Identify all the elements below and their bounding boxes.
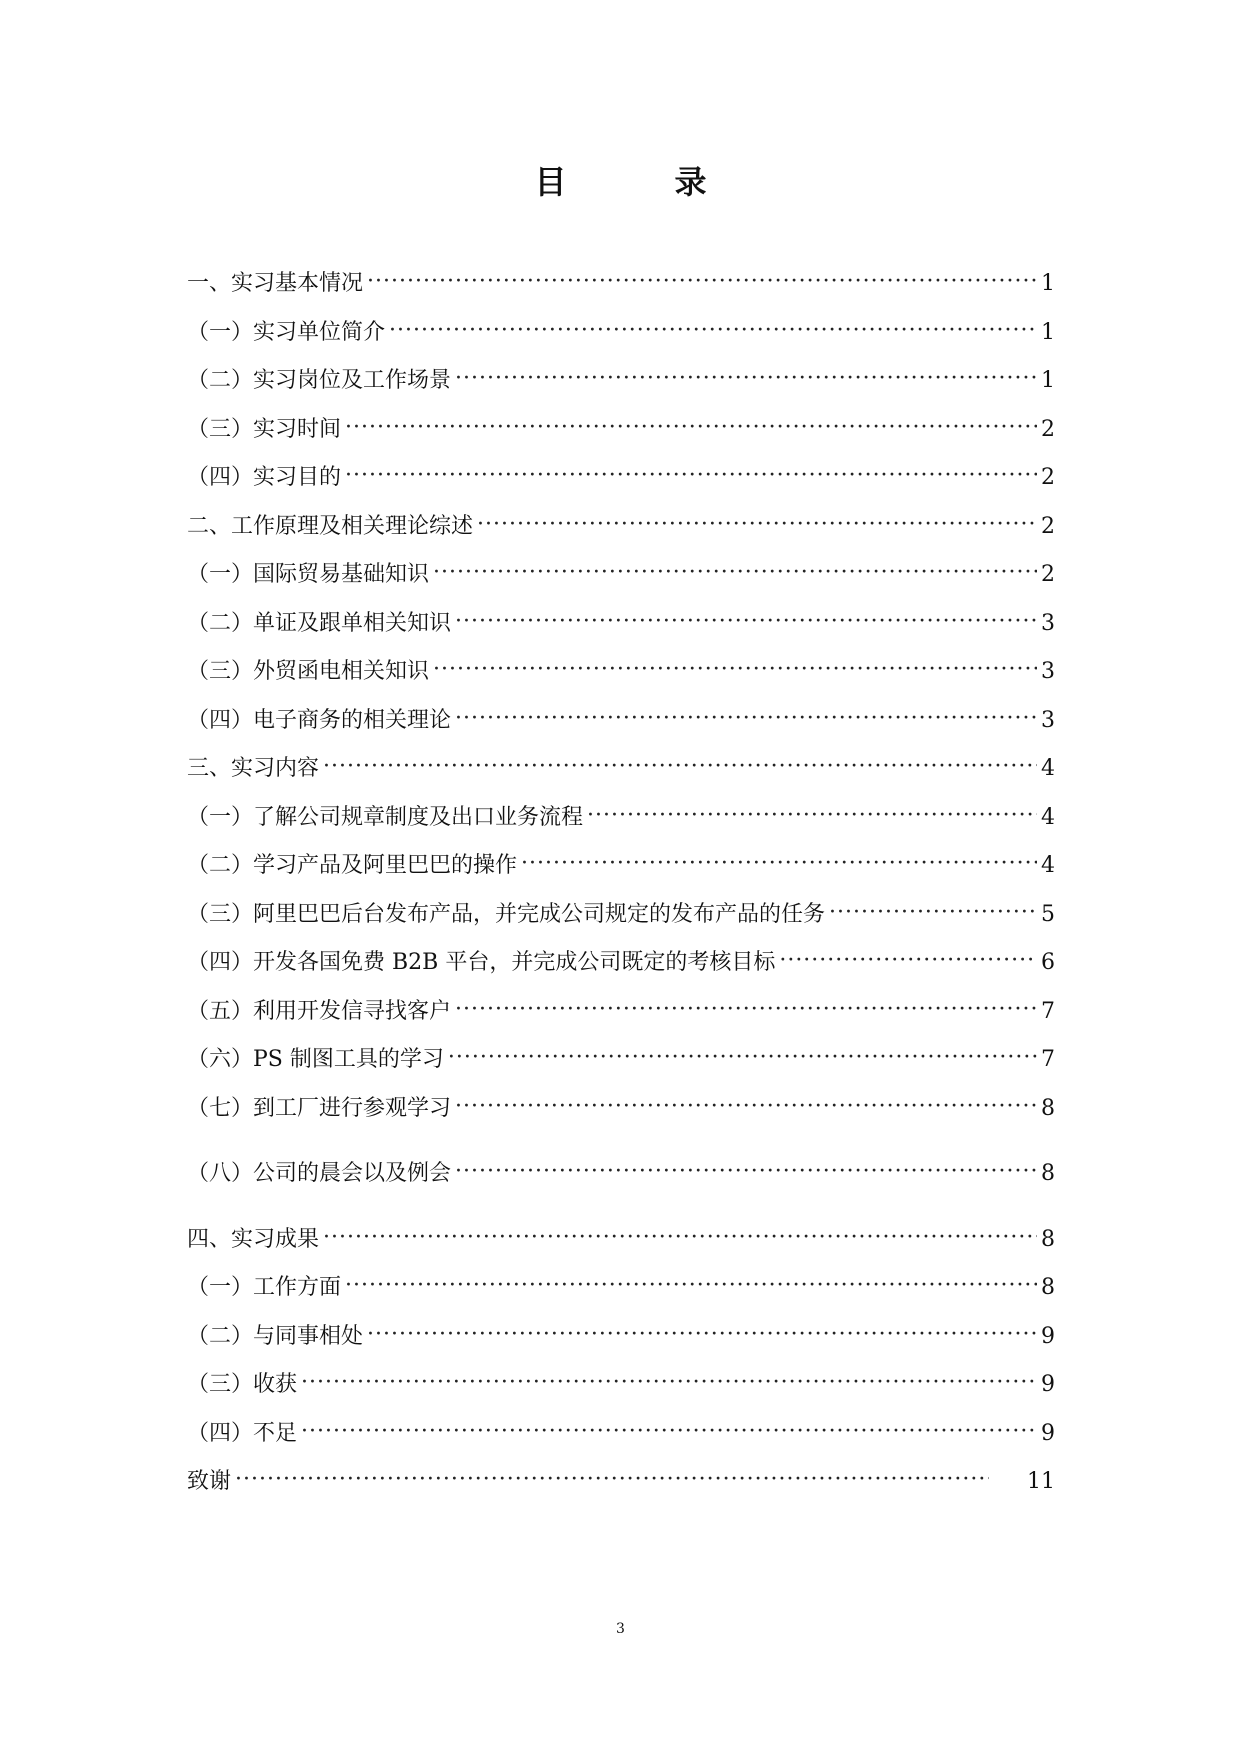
toc-entry-label: （一）国际贸易基础知识 [187,562,430,587]
toc-entry[interactable] [187,707,1055,756]
toc-entry-page: 1 [1041,368,1055,393]
dot-leader [323,1224,1037,1252]
toc-entry-label: （二）单证及跟单相关知识 [187,610,452,636]
toc-entry-label: （四）开发各国免费 B2B 平台，并完成公司既定的考核目标 [187,950,776,975]
toc-entry[interactable] [187,416,1055,465]
toc-entry[interactable] [187,658,1055,707]
toc-entry-page: 7 [1041,1047,1055,1072]
toc-entry-label: （七）到工厂进行参观学习 [187,1095,452,1121]
toc-entry-page: 2 [1041,416,1055,442]
toc-entry[interactable] [187,852,1055,901]
toc-entry-page: 1 [1041,271,1055,296]
toc-entry-page: 9 [1041,1420,1055,1446]
dot-leader [829,899,1037,927]
toc-entry[interactable] [187,270,1055,319]
toc-entry-label: （八）公司的晨会以及例会 [187,1161,452,1186]
dot-leader [455,705,1037,733]
toc-entry-label: 致谢 [187,1469,232,1494]
toc-entry-label: （一）了解公司规章制度及出口业务流程 [187,804,584,830]
toc-entry[interactable] [187,1095,1055,1144]
toc-entry[interactable] [187,367,1055,416]
dot-leader [587,802,1037,830]
table-of-contents [187,270,1055,1517]
toc-entry-page: 8 [1041,1161,1055,1186]
toc-entry[interactable] [187,1046,1055,1095]
toc-entry-page: 5 [1041,901,1055,927]
toc-entry-label: 四、实习成果 [187,1226,320,1252]
toc-entry-page: 4 [1041,853,1055,878]
dot-leader [389,317,1037,345]
toc-entry[interactable] [187,1160,1055,1209]
toc-entry-page: 1 [1041,319,1055,345]
toc-entry[interactable] [187,949,1055,998]
dot-leader [455,1093,1037,1121]
toc-entry-page: 2 [1041,465,1055,490]
dot-leader [433,559,1037,587]
toc-entry[interactable] [187,513,1055,562]
dot-leader [301,1418,1037,1446]
toc-entry[interactable] [187,755,1055,804]
dot-leader [779,947,1037,975]
toc-entry-page: 8 [1041,1226,1055,1252]
page-number: 3 [616,1621,625,1637]
toc-entry[interactable] [187,1468,1055,1517]
toc-entry-label: （二）实习岗位及工作场景 [187,368,452,393]
toc-entry[interactable] [187,901,1055,950]
dot-leader [345,1272,1037,1300]
dot-leader [367,1321,1037,1349]
toc-entry-page: 8 [1041,1275,1055,1300]
toc-entry-page: 9 [1041,1372,1055,1397]
toc-entry[interactable] [187,319,1055,368]
toc-entry-page: 6 [1041,950,1055,975]
toc-entry-label: （五）利用开发信寻找客户 [187,998,452,1024]
toc-entry-page: 8 [1041,1095,1055,1121]
toc-entry-label: （一）工作方面 [187,1275,342,1300]
dot-leader [367,268,1037,296]
toc-entry[interactable] [187,1371,1055,1420]
dot-leader [345,414,1037,442]
toc-entry-label: （六）PS 制图工具的学习 [187,1047,444,1072]
dot-leader [323,753,1037,781]
dot-leader [433,656,1037,684]
toc-entry-page: 3 [1041,610,1055,636]
toc-entry[interactable] [187,561,1055,610]
toc-entry-page: 9 [1041,1323,1055,1349]
toc-entry-label: （三）外贸函电相关知识 [187,659,430,684]
toc-entry[interactable] [187,1274,1055,1323]
dot-leader [455,365,1037,393]
toc-entry-page: 2 [1041,562,1055,587]
dot-leader [521,850,1037,878]
dot-leader [345,462,1037,490]
dot-leader [477,511,1037,539]
toc-entry-label: 二、工作原理及相关理论综述 [187,513,474,539]
toc-entry-label: （二）与同事相处 [187,1323,364,1349]
dot-leader [455,1158,1037,1186]
toc-entry-page: 4 [1041,756,1055,781]
toc-entry-label: 一、实习基本情况 [187,271,364,296]
toc-entry-page: 2 [1041,513,1055,539]
toc-entry-page: 11 [1027,1469,1055,1494]
toc-entry-label: （三）收获 [187,1372,298,1397]
toc-entry[interactable] [187,1226,1055,1275]
page-title: 目 录 [534,163,745,201]
toc-entry[interactable] [187,1420,1055,1469]
toc-entry[interactable] [187,464,1055,513]
toc-entry-page: 4 [1041,804,1055,830]
toc-entry[interactable] [187,804,1055,853]
toc-entry[interactable] [187,1323,1055,1372]
dot-leader [301,1369,1037,1397]
toc-entry-label: （一）实习单位简介 [187,319,386,345]
toc-entry-page: 3 [1041,659,1055,684]
dot-leader [455,608,1037,636]
dot-leader [455,996,1037,1024]
toc-entry[interactable] [187,610,1055,659]
toc-entry-label: （三）实习时间 [187,416,342,442]
toc-entry-page: 7 [1041,998,1055,1024]
toc-entry-page: 3 [1041,707,1055,733]
toc-entry-label: （四）电子商务的相关理论 [187,707,452,733]
toc-entry-label: （四）不足 [187,1420,298,1446]
dot-leader [235,1466,989,1494]
toc-entry-label: （三）阿里巴巴后台发布产品，并完成公司规定的发布产品的任务 [187,901,826,927]
toc-entry-label: （二）学习产品及阿里巴巴的操作 [187,853,518,878]
toc-entry-label: （四）实习目的 [187,465,342,490]
dot-leader [448,1044,1041,1072]
toc-entry-label: 三、实习内容 [187,756,320,781]
toc-entry[interactable] [187,998,1055,1047]
